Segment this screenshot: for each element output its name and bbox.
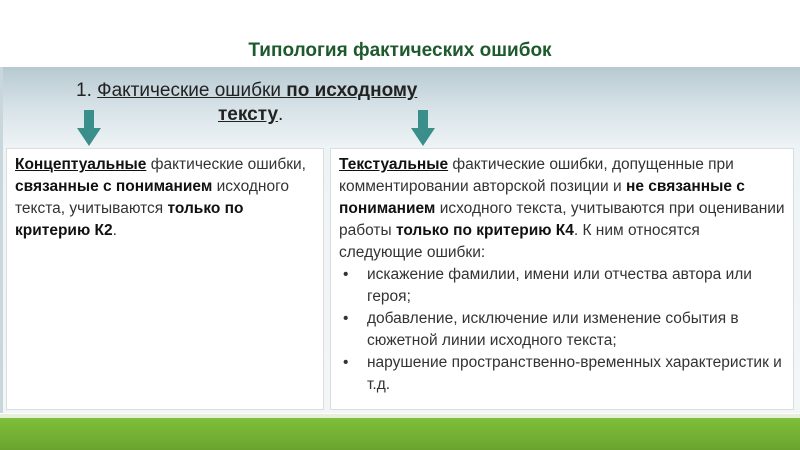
bold-text: не связанные с пониманием [339, 178, 745, 217]
text: . [112, 222, 117, 239]
arrow-down-icon [77, 110, 101, 148]
text: исходного текста, учитываются [15, 178, 290, 217]
slide-title: Типология фактических ошибок [248, 40, 552, 61]
heading-bold-2: тексту [218, 104, 279, 125]
text: . К ним относятся следующие ошибки: [339, 222, 700, 261]
heading-dot: . [278, 104, 284, 125]
list-item-text: искажение фамилии, имени или отчества автора или героя; [367, 266, 752, 305]
heading-number: 1. [76, 80, 98, 101]
term-conceptual: Концептуальные [15, 156, 147, 173]
text: исходного текста, учитываются при оценивании работы [339, 200, 785, 239]
heading-bold: по исходному [286, 80, 418, 101]
arrow-down-icon [411, 110, 435, 148]
list-item [343, 264, 785, 308]
error-list [339, 264, 785, 396]
term-textual: Текстуальные [339, 156, 449, 173]
heading-line-1 [76, 80, 417, 102]
bullet-icon: • [343, 266, 349, 283]
bold-text: только по критерию К4 [395, 222, 574, 239]
heading-line-2 [218, 104, 283, 126]
list-item-text: нарушение пространственно-временных характеристик и т.д. [367, 354, 782, 393]
list-item [343, 352, 785, 396]
text: фактические ошибки, [146, 156, 306, 173]
bullet-icon: • [343, 310, 349, 327]
footer-bar [0, 418, 800, 450]
conceptual-errors-box [6, 148, 324, 410]
bullet-icon: • [343, 354, 349, 371]
list-item-text: добавление, исключение или изменение события в сюжетной линии исходного текста; [367, 310, 739, 349]
bold-text: связанные с пониманием [15, 178, 213, 195]
text: фактические ошибки, допущенные при комментировании авторской позиции и [339, 156, 734, 195]
bold-text: только по критерию К2 [15, 200, 244, 239]
heading-underlined: Фактические ошибки [97, 80, 287, 101]
list-item [343, 308, 785, 352]
textual-errors-box [330, 148, 794, 410]
